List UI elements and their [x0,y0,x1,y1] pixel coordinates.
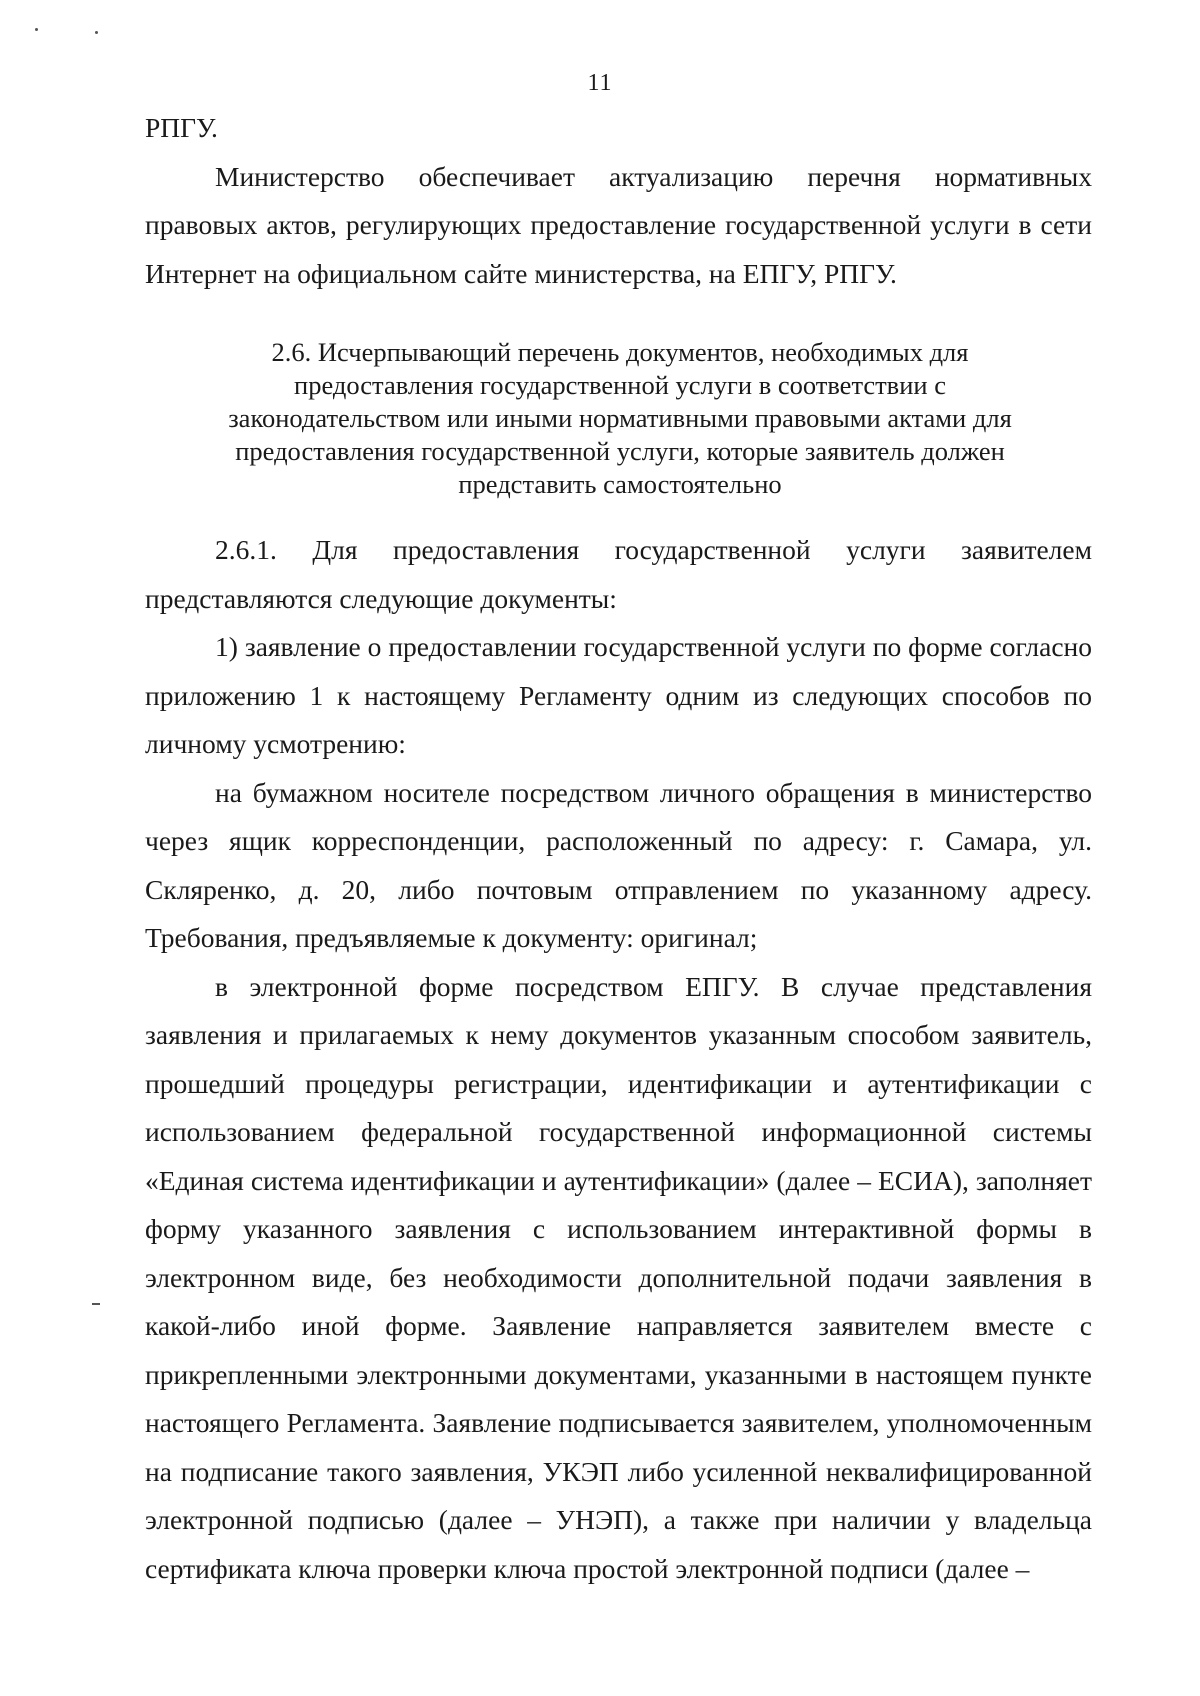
paragraph-electronic-method: в электронной форме посредством ЕПГУ. В случае представления заявления и прилагаемых к нему документов указанным способом заявитель, прошедший процедуры регистрации, идентификации и аутентификации с использованием федеральной государственной информационной системы «Единая система идентификации и аутентификации» (далее – ЕСИА), заполняет форму указанного заявления с использованием интерактивной формы в электронном виде, без необходимости дополнительной подачи заявления в какой-либо иной форме. Заявление направляется заявителем вместе с прикрепленными электронными документами, указанными в настоящем пункте настоящего Регламента. Заявление подписывается заявителем, уполномоченным на подписание такого заявления, УКЭП либо усиленной неквалифицированной электронной подписью (далее – УНЭП), а также при наличии у владельца сертификата ключа проверки ключа простой электронной подписи (далее – [145,970,1092,1584]
heading-line: 2.6. Исчерпывающий перечень документов, необходимых для [271,337,969,367]
paragraph-ministry: Министерство обеспечивает актуализацию перечня нормативных правовых актов, регулирующих предоставление государственной услуги в сети Интернет на официальном сайте министерства, на ЕПГУ, РПГУ. [145,160,1092,289]
heading-line: предоставления государственной услуги в соответствии с [294,370,946,400]
paragraph-item-1: 1) заявление о предоставлении государственной услуги по форме согласно приложению 1 к настоящему Регламенту одним из следующих способов по личному усмотрению: [145,631,1092,759]
scan-artifact [92,1303,100,1305]
top-section [145,104,1092,298]
paragraph-paper-method: на бумажном носителе посредством личного обращения в министерство через ящик корреспонденции, расположенный по адресу: г. Самара, ул. Скляренко, д. 20, либо почтовым отправлением по указанному адресу. Требования, предъявляемые к документу: оригинал; [145,776,1092,953]
paragraph-2-6-1: 2.6.1. Для предоставления государственной услуги заявителем представляются следующие документы: [145,534,1092,614]
page-number: 11 [587,70,613,96]
continuation-text: РПГУ. [145,112,218,143]
main-section [145,526,1092,1593]
heading-line: представить самостоятельно [458,469,782,499]
heading-line: предоставления государственной услуги, которые заявитель должен [235,436,1005,466]
scan-artifact [95,31,98,34]
section-heading [160,336,1080,501]
heading-line: законодательством или иными нормативными правовыми актами для [228,403,1012,433]
scan-artifact [35,28,38,31]
